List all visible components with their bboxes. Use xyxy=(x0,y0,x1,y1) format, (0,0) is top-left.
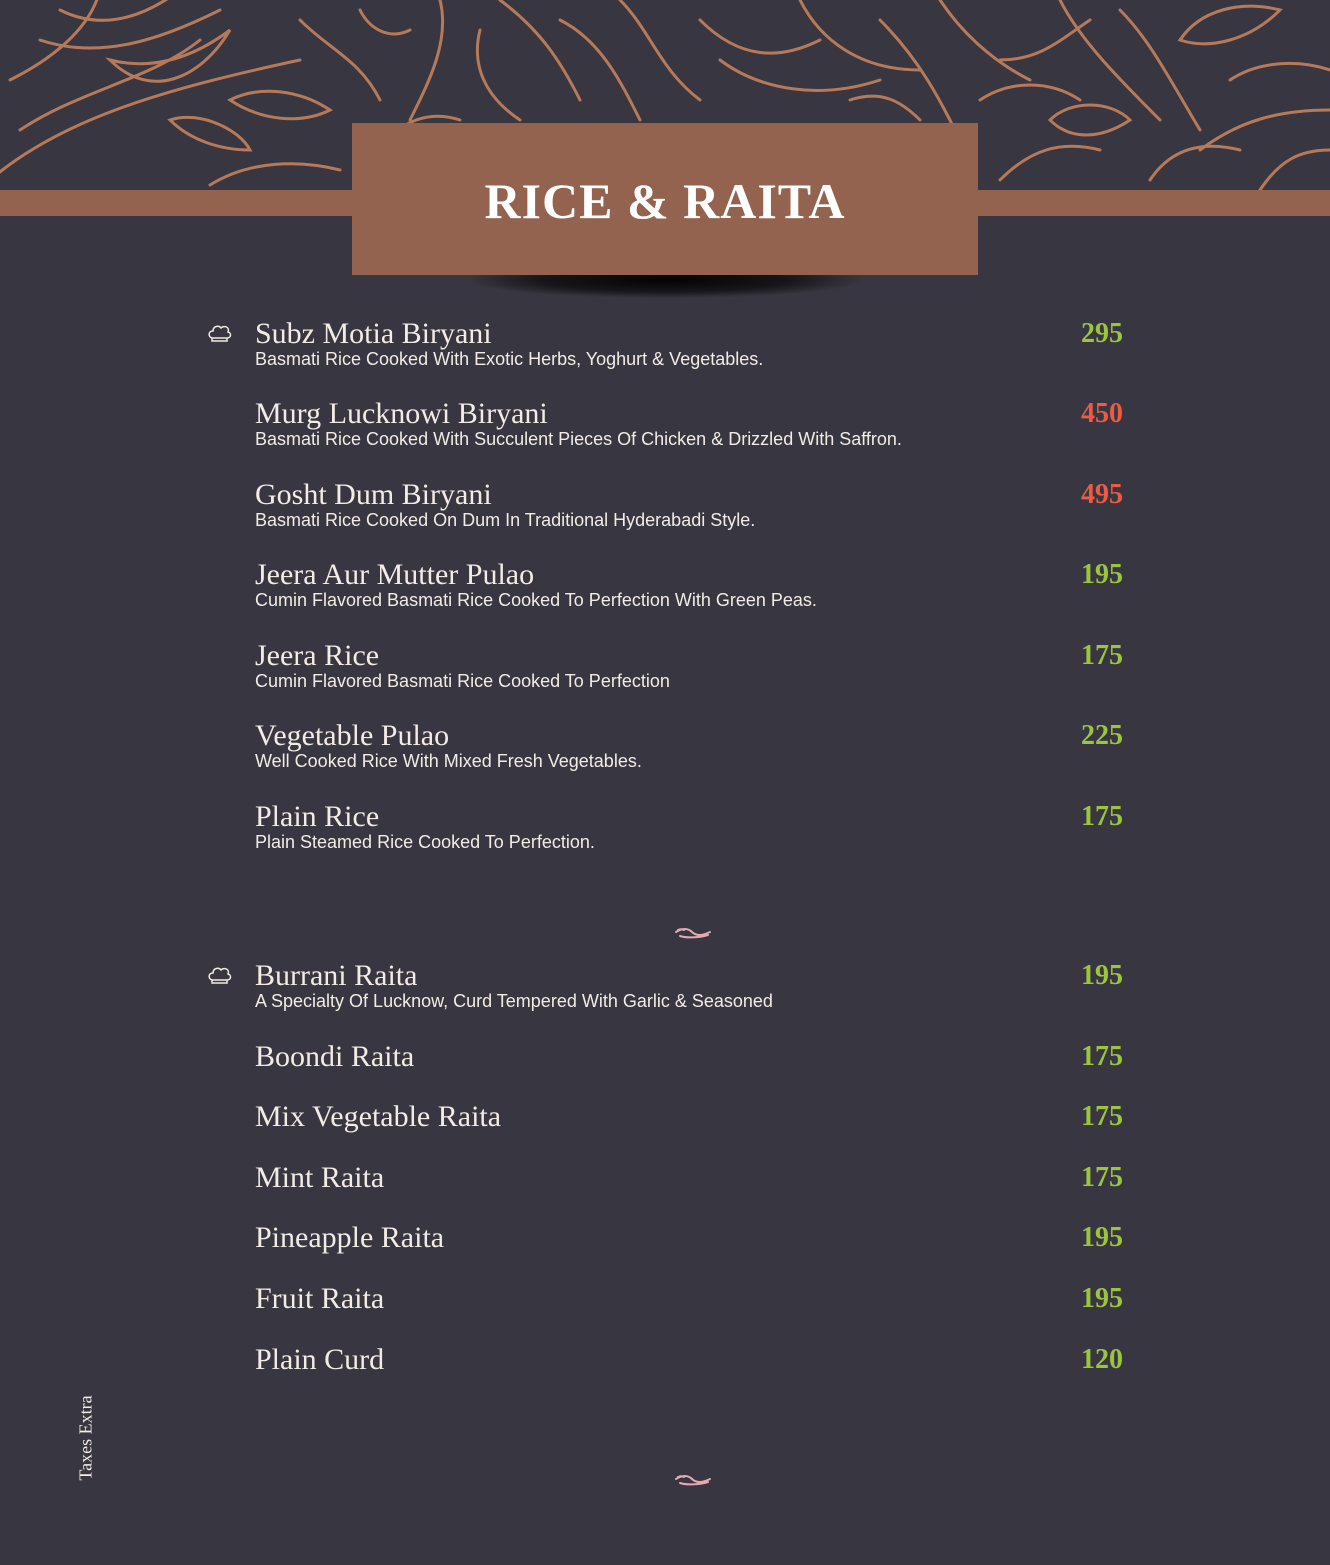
item-description: Cumin Flavored Basmati Rice Cooked To Perfection xyxy=(255,671,670,691)
item-price: 175 xyxy=(1081,1162,1123,1193)
item-description: Plain Steamed Rice Cooked To Perfection. xyxy=(255,832,595,852)
item-price: 120 xyxy=(1081,1344,1123,1375)
item-name: Pineapple Raita xyxy=(255,1221,445,1254)
item-price: 495 xyxy=(1081,479,1123,510)
item-price: 450 xyxy=(1081,398,1123,429)
item-name: Mix Vegetable Raita xyxy=(255,1100,502,1133)
item-description: Basmati Rice Cooked With Exotic Herbs, Yoghurt & Vegetables. xyxy=(255,349,764,369)
item-price: 195 xyxy=(1081,559,1123,590)
swirl-divider-icon xyxy=(674,1473,712,1487)
page-title: RICE & RAITA xyxy=(484,173,846,229)
item-description: Basmati Rice Cooked With Succulent Pieces Of Chicken & Drizzled With Saffron. xyxy=(255,429,902,449)
item-description: Well Cooked Rice With Mixed Fresh Vegetables. xyxy=(255,751,642,771)
item-price: 295 xyxy=(1081,318,1123,349)
item-name: Plain Rice xyxy=(255,800,380,833)
item-name: Fruit Raita xyxy=(255,1282,385,1315)
item-price: 175 xyxy=(1081,640,1123,671)
item-description: A Specialty Of Lucknow, Curd Tempered With Garlic & Seasoned xyxy=(255,991,773,1011)
title-banner xyxy=(352,123,978,275)
item-name: Mint Raita xyxy=(255,1161,385,1194)
item-price: 225 xyxy=(1081,720,1123,751)
item-price: 175 xyxy=(1081,1041,1123,1072)
chef-hat-icon xyxy=(207,965,233,985)
taxes-note: Taxes Extra xyxy=(75,1395,96,1481)
item-name: Subz Motia Biryani xyxy=(255,317,492,350)
item-price: 195 xyxy=(1081,1222,1123,1253)
item-price: 195 xyxy=(1081,1283,1123,1314)
header-band-right xyxy=(978,190,1330,216)
item-name: Boondi Raita xyxy=(255,1040,415,1073)
item-description: Cumin Flavored Basmati Rice Cooked To Perfection With Green Peas. xyxy=(255,590,817,610)
item-name: Burrani Raita xyxy=(255,959,418,992)
item-name: Plain Curd xyxy=(255,1343,385,1376)
item-name: Jeera Rice xyxy=(255,639,380,672)
item-price: 195 xyxy=(1081,960,1123,991)
item-description: Basmati Rice Cooked On Dum In Traditional Hyderabadi Style. xyxy=(255,510,756,530)
item-name: Vegetable Pulao xyxy=(255,719,450,752)
swirl-divider-icon xyxy=(674,926,712,940)
item-price: 175 xyxy=(1081,1101,1123,1132)
item-name: Jeera Aur Mutter Pulao xyxy=(255,558,535,591)
item-name: Gosht Dum Biryani xyxy=(255,478,492,511)
item-name: Murg Lucknowi Biryani xyxy=(255,397,548,430)
header-band-left xyxy=(0,190,352,216)
chef-hat-icon xyxy=(207,323,233,343)
item-price: 175 xyxy=(1081,801,1123,832)
